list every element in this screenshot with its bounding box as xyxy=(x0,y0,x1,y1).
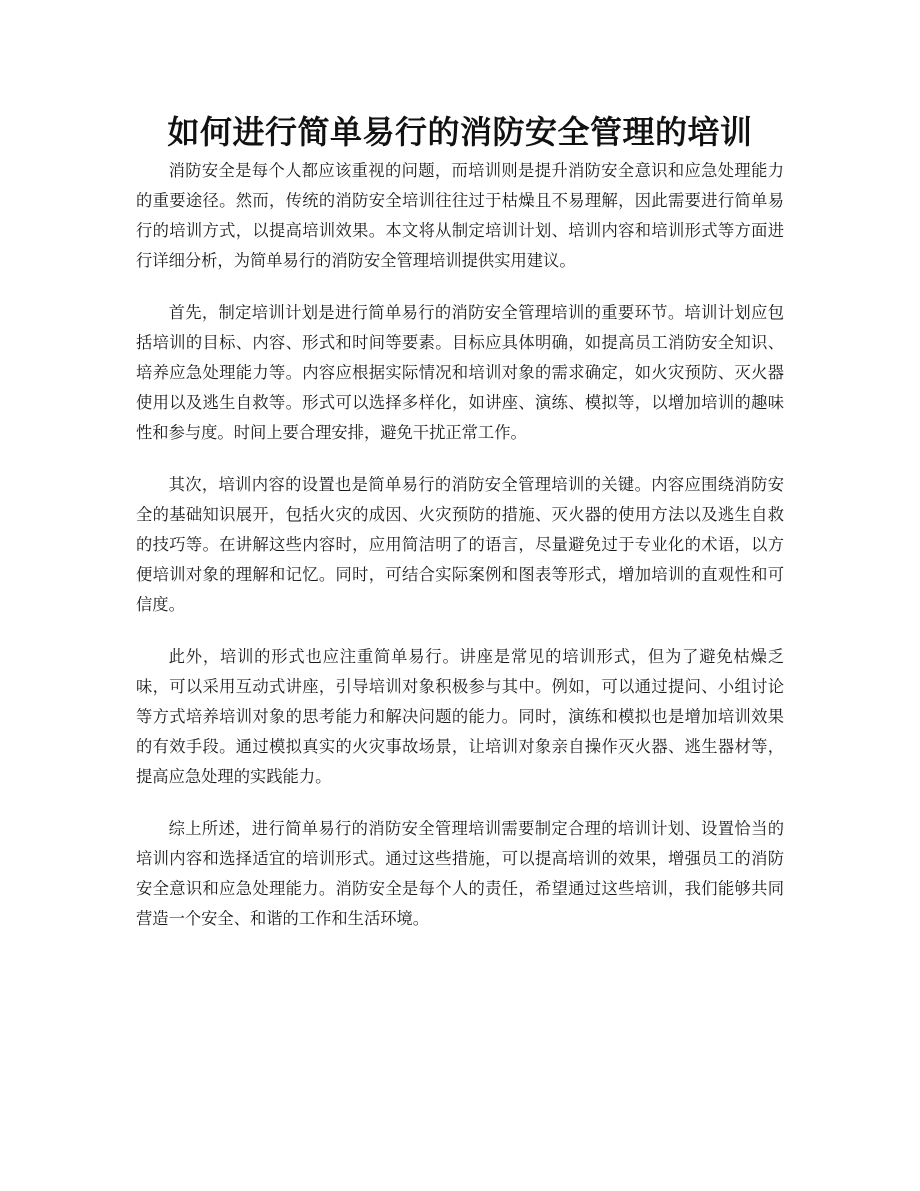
paragraph-training-plan: 首先，制定培训计划是进行简单易行的消防安全管理培训的重要环节。培训计划应包括培训的目标、内容、形式和时间等要素。目标应具体明确，如提高员工消防安全知识、培养应急处理能力等。内容应根据实际情况和培训对象的需求确定，如火灾预防、灭火器使用以及逃生自救等。形式可以选择多样化，如讲座、演练、模拟等，以增加培训的趣味性和参与度。时间上要合理安排，避免干扰正常工作。 xyxy=(136,303,784,442)
paragraph-training-format: 此外，培训的形式也应注重简单易行。讲座是常见的培训形式，但为了避免枯燥乏味，可以采用互动式讲座，引导培训对象积极参与其中。例如，可以通过提问、小组讨论等方式培养培训对象的思考能力和解决问题的能力。同时，演练和模拟也是增加培训效果的有效手段。通过模拟真实的火灾事故场景，让培训对象亲自操作灭火器、逃生器材等，提高应急处理的实践能力。 xyxy=(136,647,784,786)
paragraph-intro: 消防安全是每个人都应该重视的问题，而培训则是提升消防安全意识和应急处理能力的重要途径。然而，传统的消防安全培训往往过于枯燥且不易理解，因此需要进行简单易行的培训方式，以提高培训效果。本文将从制定培训计划、培训内容和培训形式等方面进行详细分析，为简单易行的消防安全管理培训提供实用建议。 xyxy=(136,161,784,270)
document-body xyxy=(136,156,784,956)
paragraph-conclusion: 综上所述，进行简单易行的消防安全管理培训需要制定合理的培训计划、设置恰当的培训内容和选择适宜的培训形式。通过这些措施，可以提高培训的效果，增强员工的消防安全意识和应急处理能力。消防安全是每个人的责任，希望通过这些培训，我们能够共同营造一个安全、和谐的工作和生活环境。 xyxy=(136,819,784,928)
paragraph-training-content: 其次，培训内容的设置也是简单易行的消防安全管理培训的关键。内容应围绕消防安全的基础知识展开，包括火灾的成因、火灾预防的措施、灭火器的使用方法以及逃生自救的技巧等。在讲解这些内容时，应用简洁明了的语言，尽量避免过于专业化的术语，以方便培训对象的理解和记忆。同时，可结合实际案例和图表等形式，增加培训的直观性和可信度。 xyxy=(136,475,784,614)
document-title: 如何进行简单易行的消防安全管理的培训 xyxy=(167,113,753,151)
